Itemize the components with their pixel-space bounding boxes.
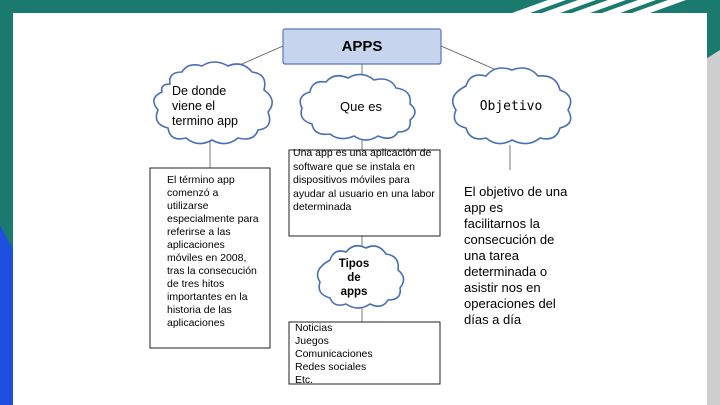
list-item: Comunicaciones [295,348,373,360]
apps-title: APPS [341,38,383,55]
que-es-box-text: Una app es una aplicación de software que se instala en dispositivos móviles para ayudar al usuario en una labor determinada [293,147,435,213]
origin-box-text: El término app comenzó a utilizarse especialmente para referirse a las aplicaciones móviles en 2008, tras la consecución de tres hitos importantes en la historia de las aplicaciones [167,174,259,329]
cloud-origin-label: De donde viene el termino app [172,83,239,128]
objetivo-text: El objetivo de una app es facilitarnos la consecución de una tarea determinada o asistir nos en operaciones del días a día [464,184,568,327]
list-item: Juegos [295,335,329,347]
list-item: Redes sociales [295,361,367,373]
list-item: Etc. [295,374,314,386]
cloud-que-es-label: Que es [340,98,382,114]
list-item: Noticias [295,322,333,334]
tipos-list [295,322,435,387]
cloud-tipos-label: Tipos de apps [338,258,370,298]
cloud-objetivo-label: Objetivo [479,98,543,114]
